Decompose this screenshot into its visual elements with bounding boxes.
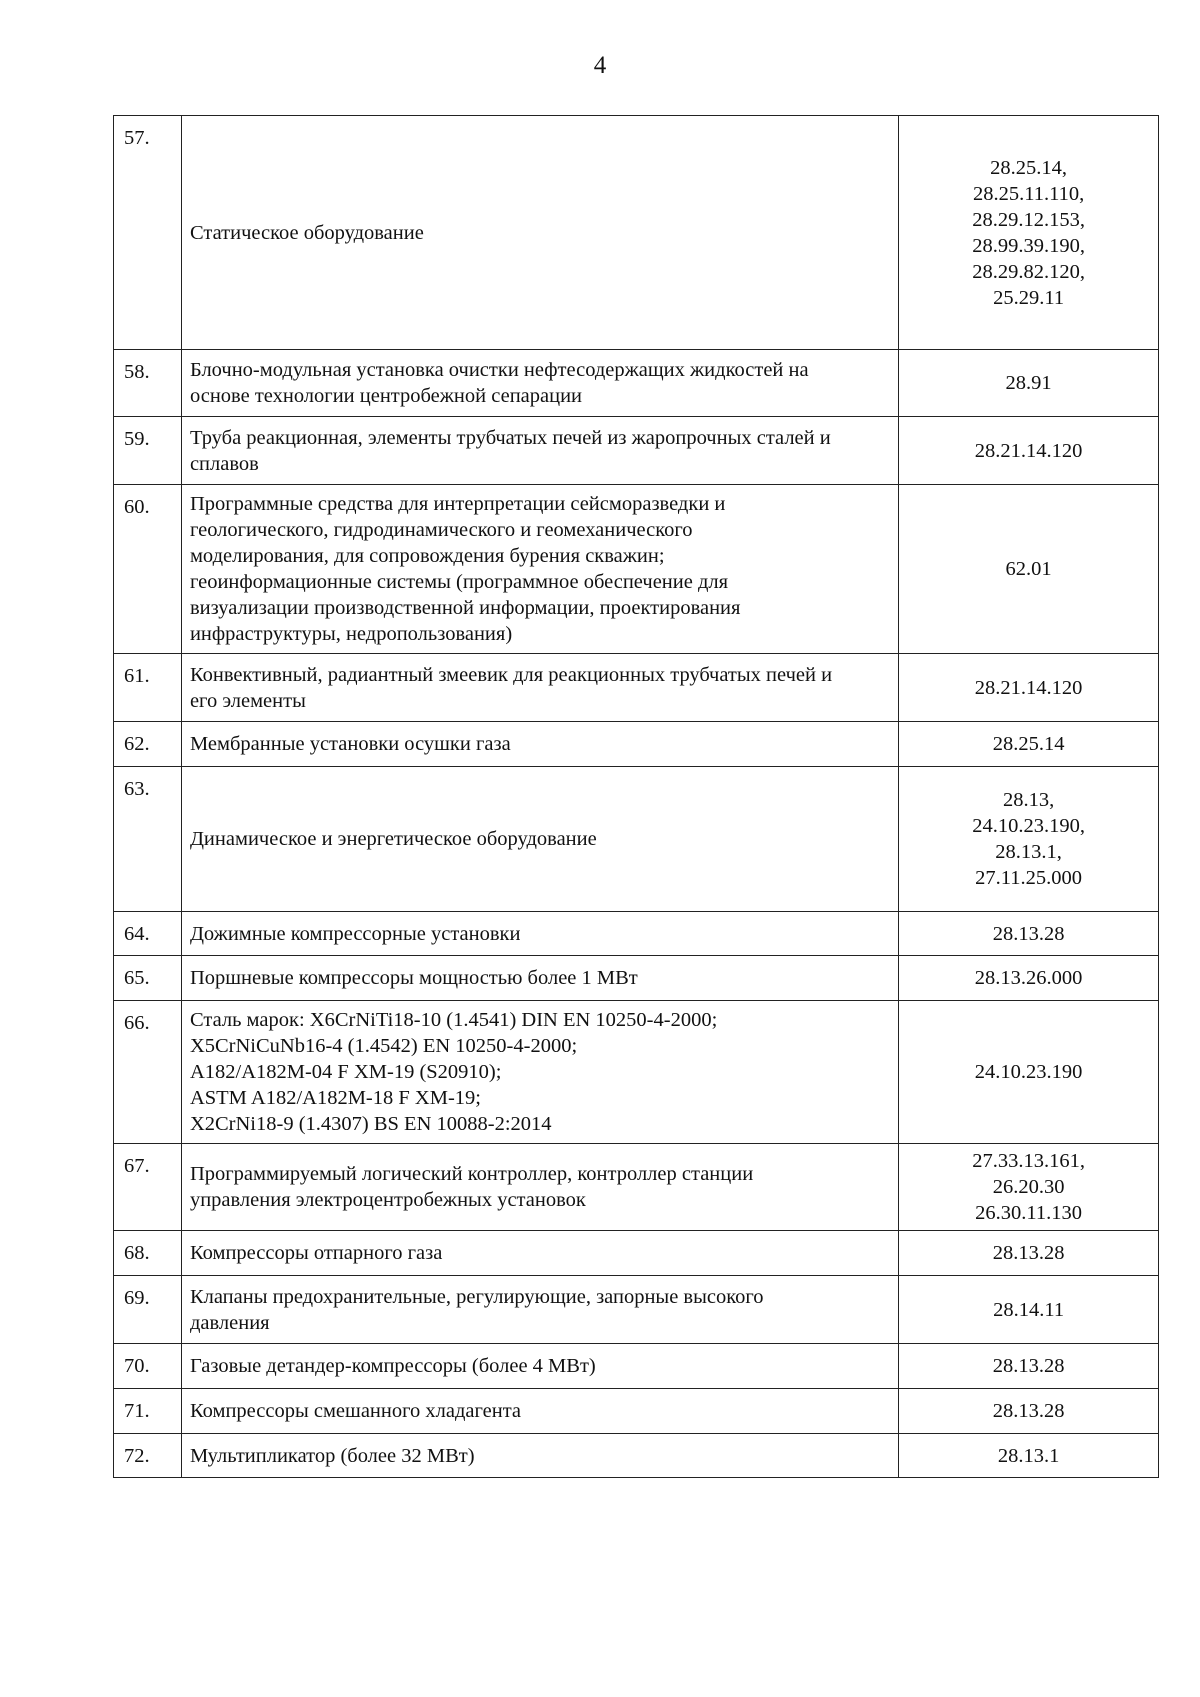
table-row (114, 767, 1159, 912)
row-number: 60. (114, 485, 182, 654)
item-name-line: геологического, гидродинамического и геомеханического (189, 519, 693, 541)
item-name-line: давления (189, 1311, 270, 1334)
item-code-line: 28.13.1, (995, 841, 1062, 863)
item-name (181, 722, 898, 767)
table-row (114, 1001, 1159, 1144)
table-row (114, 654, 1159, 722)
item-name (181, 1276, 898, 1344)
item-name-line: Труба реакционная, элементы трубчатых печей из жаропрочных сталей и (189, 426, 831, 449)
item-name-line: Газовые детандер-компрессоры (более 4 МВт) (189, 1355, 596, 1377)
item-name-line: сплавов (189, 452, 259, 475)
item-code-line: 28.91 (1005, 372, 1052, 394)
item-name-line: геоинформационные системы (программное обеспечение для (189, 571, 729, 593)
item-code-line: 25.29.11 (993, 286, 1065, 309)
table-row (114, 722, 1159, 767)
row-number: 68. (114, 1231, 182, 1276)
item-code (899, 956, 1159, 1001)
item-name (181, 1144, 898, 1231)
item-name-line: Мембранные установки осушки газа (189, 733, 511, 755)
row-number: 61. (114, 654, 182, 722)
row-number: 70. (114, 1344, 182, 1389)
table-row (114, 1144, 1159, 1231)
row-number: 57. (114, 116, 182, 350)
item-code-line: 27.11.25.000 (975, 867, 1083, 889)
item-name (181, 1389, 898, 1434)
item-code-line: 27.33.13.161, (972, 1150, 1085, 1172)
item-name-line: моделирования, для сопровождения бурения скважин; (189, 545, 665, 567)
item-name-line: Программные средства для интерпретации сейсморазведки и (189, 493, 726, 515)
item-name-line: ASTM A182/A182M-18 F XM-19; (189, 1087, 481, 1109)
item-code-line: 24.10.23.190 (974, 1061, 1083, 1083)
item-name (181, 912, 898, 956)
table-row (114, 1344, 1159, 1389)
item-code (899, 654, 1159, 722)
item-code-line: 28.13, (1002, 789, 1055, 811)
row-number: 69. (114, 1276, 182, 1344)
item-code-line: 28.13.28 (992, 1355, 1065, 1377)
item-code (899, 1231, 1159, 1276)
item-code-line: 28.29.82.120, (972, 260, 1085, 283)
item-code-line: 26.20.30 (992, 1176, 1065, 1198)
item-name-line: инфраструктуры, недропользования) (189, 623, 513, 645)
table-row (114, 1434, 1159, 1478)
item-name (181, 654, 898, 722)
item-code-line: 62.01 (1005, 558, 1052, 580)
item-name (181, 1344, 898, 1389)
row-number: 62. (114, 722, 182, 767)
row-number: 64. (114, 912, 182, 956)
item-code-line: 28.21.14.120 (974, 439, 1083, 462)
item-code-line: 28.21.14.120 (974, 676, 1083, 699)
item-code (899, 767, 1159, 912)
item-code-line: 28.13.28 (992, 1242, 1065, 1264)
item-code-line: 28.13.28 (992, 1400, 1065, 1422)
item-name-line: управления электроцентробежных установок (189, 1189, 586, 1211)
item-code-line: 28.99.39.190, (972, 234, 1085, 257)
table-row (114, 1231, 1159, 1276)
table-row (114, 485, 1159, 654)
item-name-line: Дожимные компрессорные установки (189, 922, 521, 945)
table-row (114, 417, 1159, 485)
table-row (114, 956, 1159, 1001)
item-code (899, 912, 1159, 956)
item-code-line: 24.10.23.190, (972, 815, 1085, 837)
item-code (899, 1001, 1159, 1144)
item-name (181, 767, 898, 912)
item-code-line: 26.30.11.130 (975, 1202, 1083, 1224)
item-code-line: 28.13.28 (992, 922, 1065, 945)
row-number: 71. (114, 1389, 182, 1434)
item-name-line: X2CrNi18-9 (1.4307) BS EN 10088-2:2014 (189, 1113, 552, 1135)
item-code-line: 28.13.26.000 (974, 967, 1083, 989)
equipment-table (113, 115, 1159, 1478)
item-code (899, 1389, 1159, 1434)
item-name (181, 116, 898, 350)
row-number: 65. (114, 956, 182, 1001)
table-row (114, 116, 1159, 350)
item-name-line: основе технологии центробежной сепарации (189, 385, 583, 407)
item-name (181, 956, 898, 1001)
item-name-line: A182/A182M-04 F XM-19 (S20910); (189, 1061, 502, 1083)
item-code (899, 722, 1159, 767)
item-name-line: Конвективный, радиантный змеевик для реакционных трубчатых печей и (189, 663, 833, 686)
item-name-line: Динамическое и энергетическое оборудование (189, 828, 597, 850)
item-code (899, 116, 1159, 350)
item-code (899, 1434, 1159, 1478)
table-row (114, 350, 1159, 417)
item-code-line: 28.14.11 (993, 1298, 1065, 1321)
table-row (114, 1276, 1159, 1344)
item-code (899, 485, 1159, 654)
item-code-line: 28.13.1 (997, 1444, 1060, 1467)
item-name-line: Сталь марок: X6CrNiTi18-10 (1.4541) DIN EN 10250-4-2000; (189, 1009, 718, 1031)
item-code (899, 350, 1159, 417)
item-name-line: его элементы (189, 689, 306, 712)
item-code (899, 1344, 1159, 1389)
item-code (899, 1144, 1159, 1231)
item-name-line: Компрессоры отпарного газа (189, 1242, 443, 1264)
item-name-line: Программируемый логический контроллер, контроллер станции (189, 1163, 754, 1185)
table-body (114, 116, 1159, 1478)
row-number: 72. (114, 1434, 182, 1478)
item-code-line: 28.29.12.153, (972, 208, 1085, 231)
item-code-line: 28.25.14 (992, 733, 1065, 755)
row-number: 67. (114, 1144, 182, 1231)
table-row (114, 1389, 1159, 1434)
item-name-line: Поршневые компрессоры мощностью более 1 МВт (189, 967, 638, 989)
row-number: 63. (114, 767, 182, 912)
item-code (899, 1276, 1159, 1344)
item-name-line: Клапаны предохранительные, регулирующие, запорные высокого (189, 1285, 764, 1308)
row-number: 66. (114, 1001, 182, 1144)
row-number: 58. (114, 350, 182, 417)
page-number: 4 (593, 52, 607, 79)
item-name-line: Блочно-модульная установка очистки нефтесодержащих жидкостей на (189, 359, 809, 381)
item-name (181, 417, 898, 485)
item-code-line: 28.25.11.110, (972, 182, 1085, 205)
item-name-line: Компрессоры смешанного хладагента (189, 1400, 522, 1422)
item-name (181, 350, 898, 417)
item-name-line: Мультипликатор (более 32 МВт) (189, 1444, 475, 1467)
item-code-line: 28.25.14, (990, 156, 1068, 179)
row-number: 59. (114, 417, 182, 485)
table-row (114, 912, 1159, 956)
item-name-line: Статическое оборудование (189, 221, 424, 244)
item-name (181, 485, 898, 654)
item-name-line: визуализации производственной информации, проектирования (189, 597, 741, 619)
item-name (181, 1231, 898, 1276)
item-name-line: X5CrNiCuNb16-4 (1.4542) EN 10250-4-2000; (189, 1035, 578, 1057)
item-name (181, 1434, 898, 1478)
item-name (181, 1001, 898, 1144)
item-code (899, 417, 1159, 485)
